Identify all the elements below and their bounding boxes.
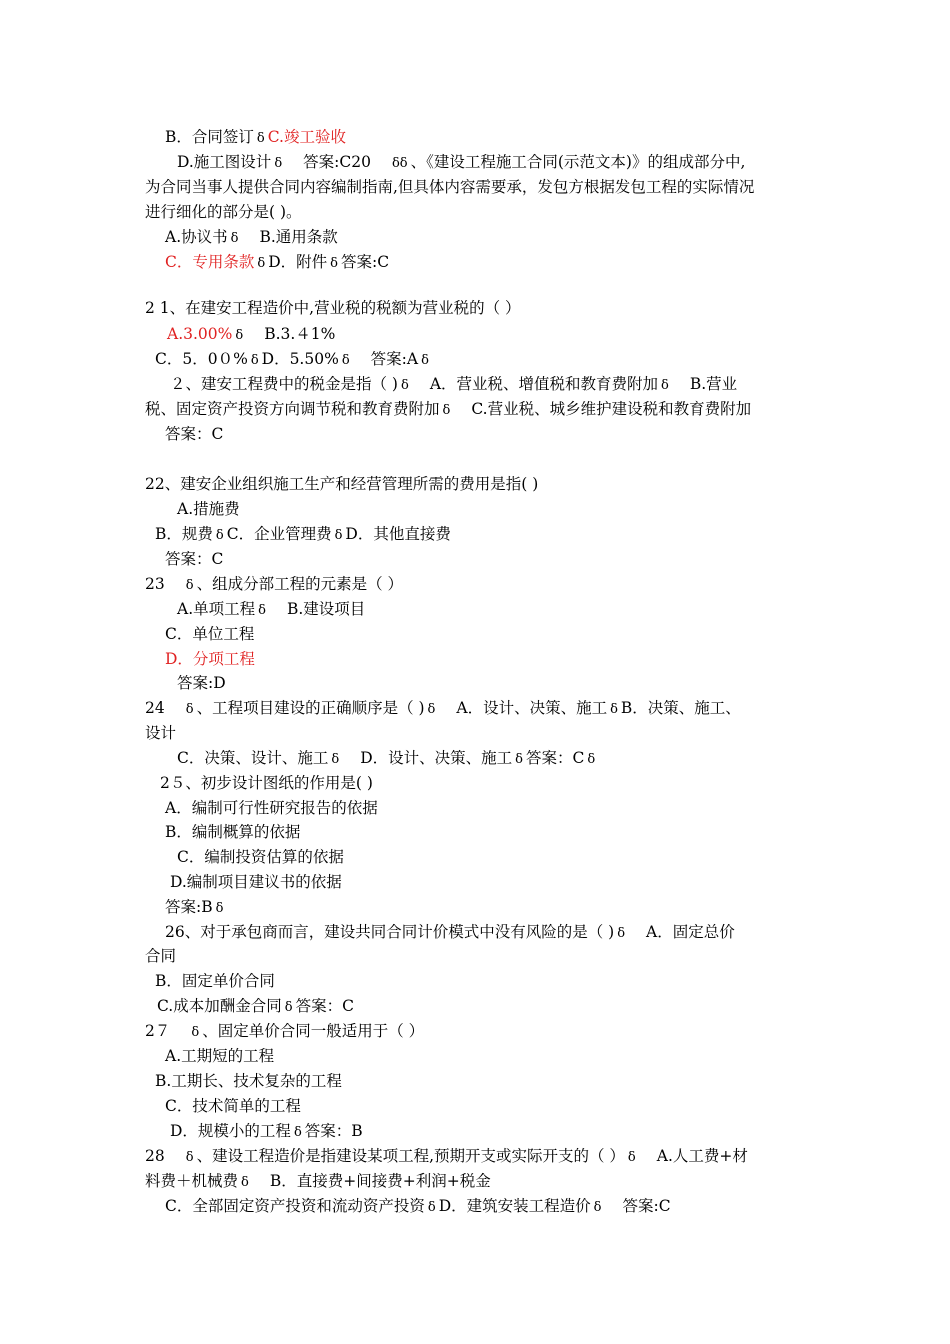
text-run: A.单项工程 xyxy=(177,600,256,618)
text-run: A．固定总价 xyxy=(646,923,735,941)
text-run: 答案:B xyxy=(165,898,213,916)
text-run: D.施工图设计 xyxy=(177,153,272,171)
text-run: 24 xyxy=(145,699,165,717)
text-line xyxy=(145,1119,835,1145)
text-line xyxy=(145,820,830,845)
text-run: D．设计、决策、施工 xyxy=(360,749,513,767)
text-line xyxy=(145,347,820,373)
text-line xyxy=(145,422,830,447)
paragraph-mark-icon: ẟ xyxy=(235,328,244,343)
text-run: A.协议书 xyxy=(165,228,228,246)
text-line xyxy=(145,397,810,423)
text-run: B．决策、施工、 xyxy=(620,699,741,717)
text-run: C．技术简单的工程 xyxy=(165,1097,301,1115)
text-run: B.通用条款 xyxy=(259,228,338,246)
highlighted-answer-text: C.竣工验收 xyxy=(267,128,346,146)
text-run: 答案:C xyxy=(340,253,390,271)
text-run: 为合同当事人提供合同内容编制指南,但具体内容需要承，发包方根据发包工程的实际情况 xyxy=(145,178,755,196)
text-run: A.措施费 xyxy=(177,500,240,518)
text-line xyxy=(145,696,810,722)
text-line xyxy=(145,845,842,870)
text-run: B.建设项目 xyxy=(286,600,366,618)
text-line xyxy=(145,994,822,1020)
text-line xyxy=(145,721,810,746)
text-line xyxy=(145,296,810,321)
text-line xyxy=(145,1144,810,1170)
text-line xyxy=(145,1094,830,1119)
text-line xyxy=(145,497,842,522)
text-run: 答案：C xyxy=(295,997,354,1015)
paragraph-mark-icon: ẟ xyxy=(341,353,350,368)
text-run: 26、对于承包商而言，建设共同合同计价模式中没有风险的是（ ) xyxy=(165,923,615,941)
text-run: 答案:D xyxy=(177,674,226,692)
text-run: D．5.50% xyxy=(261,350,339,368)
text-run: C．单位工程 xyxy=(165,625,255,643)
text-run: C．全部固定资产投资和流动资产投资 xyxy=(165,1197,425,1215)
text-run: A．设计、决策、施工 xyxy=(456,699,608,717)
text-run: 、组成分部工程的元素是（ ） xyxy=(196,575,403,593)
text-run: 2７ xyxy=(145,1022,171,1040)
paragraph-mark-icon: ẟ xyxy=(515,752,523,767)
text-line xyxy=(145,372,835,398)
text-line xyxy=(145,771,825,796)
paragraph-mark-icon: ẟ xyxy=(185,1150,194,1165)
text-run: 答案：C xyxy=(165,550,224,568)
text-run: 税、固定资产投资方向调节税和教育费附加 xyxy=(145,400,440,418)
text-line xyxy=(145,895,830,921)
text-run: 料费＋机械费 xyxy=(145,1172,239,1190)
text-run: A.工期短的工程 xyxy=(165,1047,275,1065)
text-run: 答案：C xyxy=(165,425,224,443)
paragraph-mark-icon: ẟ xyxy=(400,378,409,393)
text-run: D．附件 xyxy=(268,253,328,271)
text-line xyxy=(145,647,830,672)
text-run: 答案:C20 xyxy=(303,153,371,171)
text-run: B．规费 xyxy=(155,525,213,543)
highlighted-answer-text: D．分项工程 xyxy=(165,650,255,668)
text-run: 答案：B xyxy=(304,1122,363,1140)
paragraph-mark-icon: ẟ xyxy=(293,1125,302,1140)
text-line xyxy=(145,322,832,348)
text-line xyxy=(145,472,810,497)
text-run: 设计 xyxy=(145,724,177,742)
text-run: D．建筑安装工程造价 xyxy=(438,1197,591,1215)
text-run: 答案:C xyxy=(622,1197,671,1215)
text-run: D．规模小的工程 xyxy=(170,1122,291,1140)
text-run: C．决策、设计、施工 xyxy=(177,749,329,767)
text-line xyxy=(145,175,810,200)
text-run: 23 xyxy=(145,575,165,593)
text-run: 答案：C xyxy=(525,749,585,767)
highlighted-answer-text: A.3.00% xyxy=(167,325,233,343)
paragraph-mark-icon: ẟ xyxy=(334,528,343,543)
paragraph-mark-icon: ẟ xyxy=(274,156,283,171)
text-run: D．其他直接费 xyxy=(345,525,451,543)
paragraph-mark-icon: ẟ xyxy=(331,752,340,767)
text-line xyxy=(145,572,810,598)
text-run: 答案:A xyxy=(370,350,419,368)
paragraph-mark-icon: ẟ xyxy=(593,1200,602,1215)
paragraph-mark-icon: ẟ xyxy=(185,702,194,717)
text-line xyxy=(145,1019,810,1045)
paragraph-mark-icon: ẟ xyxy=(258,603,266,618)
text-line xyxy=(145,1069,820,1094)
text-line xyxy=(145,920,830,946)
text-run: C．企业管理费 xyxy=(226,525,332,543)
paragraph-mark-icon: ẟ xyxy=(610,702,618,717)
text-line xyxy=(145,944,810,969)
paragraph-mark-icon: ẟ xyxy=(421,353,429,368)
highlighted-answer-text: C．专用条款 xyxy=(165,253,255,271)
text-line xyxy=(145,200,810,225)
text-run: D.编制项目建议书的依据 xyxy=(170,873,342,891)
text-run: 、建设工程造价是指建设某项工程,预期开支或实际开支的（ ） xyxy=(196,1147,625,1165)
text-line xyxy=(145,150,842,176)
text-line xyxy=(145,1194,830,1220)
paragraph-mark-icon: ẟ xyxy=(627,1150,636,1165)
paragraph-mark-icon: ẟ xyxy=(427,1200,436,1215)
paragraph-mark-icon: ẟ xyxy=(250,353,259,368)
paragraph-mark-icon: ẟ xyxy=(215,528,224,543)
text-run: 2 1、在建安工程造价中,营业税的税额为营业税的（ ） xyxy=(145,299,521,317)
text-line xyxy=(145,597,842,623)
text-line xyxy=(145,125,830,151)
text-run: 2５、初步设计图纸的作用是( ) xyxy=(160,774,373,792)
text-line xyxy=(145,547,830,572)
text-run: B．直接费+间接费+利润+税金 xyxy=(269,1172,491,1190)
paragraph-mark-icon: ẟẟ xyxy=(391,156,408,171)
text-run: A．营业税、增值税和教育费附加 xyxy=(429,375,659,393)
paragraph-mark-icon: ẟ xyxy=(617,926,626,941)
text-run: 合同 xyxy=(145,947,177,965)
paragraph-mark-icon: ẟ xyxy=(587,752,596,767)
text-run: B.工期长、技术复杂的工程 xyxy=(155,1072,342,1090)
text-run: 28 xyxy=(145,1147,165,1165)
text-run: C.营业税、城乡维护建设税和教育费附加 xyxy=(471,400,752,418)
paragraph-mark-icon: ẟ xyxy=(185,578,194,593)
text-run: A.人工费+材 xyxy=(656,1147,748,1165)
text-run: C．5．0０% xyxy=(155,350,248,368)
text-run: B.3.４1% xyxy=(264,325,336,343)
text-line xyxy=(145,622,830,647)
text-run: B．固定单价合同 xyxy=(155,972,275,990)
text-run: B．编制概算的依据 xyxy=(165,823,301,841)
text-run: 、工程项目建设的正确顺序是（ ) xyxy=(196,699,425,717)
text-line xyxy=(145,1169,810,1195)
text-line xyxy=(145,969,820,994)
paragraph-mark-icon: ẟ xyxy=(427,702,436,717)
text-run: 进行细化的部分是( )。 xyxy=(145,203,302,221)
text-run: 、《建设工程施工合同(示范文本)》的组成部分中, xyxy=(410,153,746,171)
text-line xyxy=(145,522,820,548)
paragraph-mark-icon: ẟ xyxy=(257,256,266,271)
text-line xyxy=(145,796,830,821)
paragraph-mark-icon: ẟ xyxy=(442,403,451,418)
text-line xyxy=(145,225,830,251)
text-line xyxy=(145,746,842,772)
text-line xyxy=(145,671,842,696)
text-run: 、固定单价合同一般适用于（ ） xyxy=(202,1022,425,1040)
text-line xyxy=(145,1044,830,1069)
text-line xyxy=(145,870,835,895)
text-run: C.成本加酬金合同 xyxy=(157,997,282,1015)
text-run: C．编制投资估算的依据 xyxy=(177,848,344,866)
text-run: B．合同签订 xyxy=(165,128,254,146)
text-run: A．编制可行性研究报告的依据 xyxy=(165,799,378,817)
paragraph-mark-icon: ẟ xyxy=(230,231,239,246)
text-run: 22、建安企业组织施工生产和经营管理所需的费用是指( ) xyxy=(145,475,539,493)
paragraph-mark-icon: ẟ xyxy=(191,1025,200,1040)
text-line xyxy=(145,250,830,276)
paragraph-mark-icon: ẟ xyxy=(256,131,265,146)
paragraph-mark-icon: ẟ xyxy=(215,901,224,916)
paragraph-mark-icon: ẟ xyxy=(330,256,338,271)
paragraph-mark-icon: ẟ xyxy=(284,1000,293,1015)
paragraph-mark-icon: ẟ xyxy=(661,378,669,393)
text-run: ２、建安工程费中的税金是指（ ) xyxy=(170,375,398,393)
text-run: B.营业 xyxy=(689,375,738,393)
paragraph-mark-icon: ẟ xyxy=(241,1175,249,1190)
